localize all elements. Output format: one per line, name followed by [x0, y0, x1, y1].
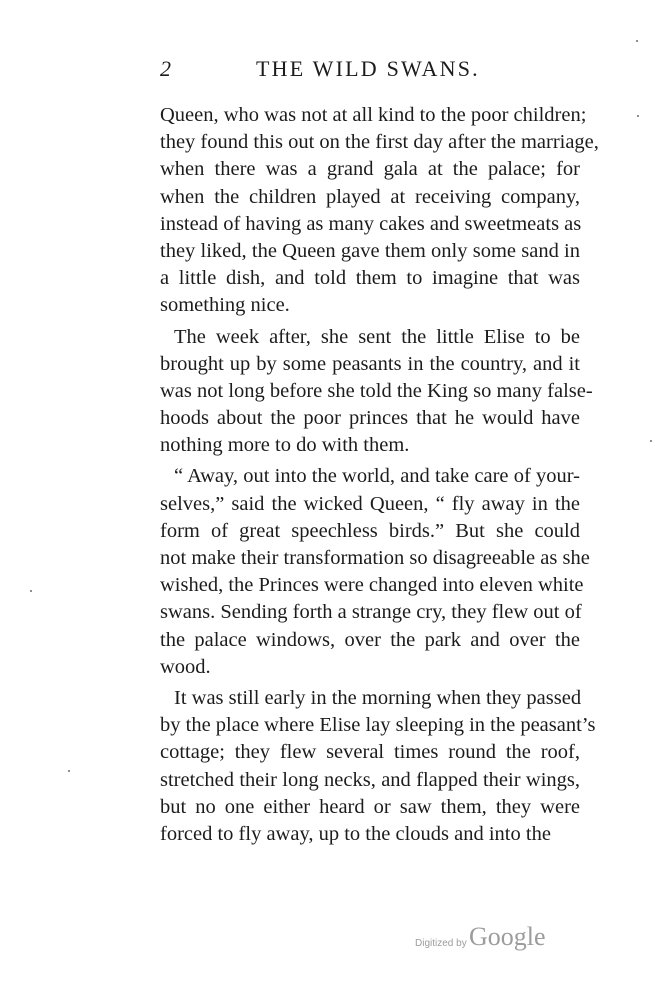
text-line: but no one either heard or saw them, they were: [160, 795, 580, 818]
text-line: cottage; they flew several times round the roof,: [160, 741, 580, 764]
digitized-by-google-watermark: [415, 922, 565, 956]
paragraph: [160, 463, 590, 681]
text-line: not make their transformation so disagreeable as she: [160, 547, 590, 569]
text-line: by the place where Elise lay sleeping in the peasant’s: [160, 714, 596, 737]
running-title: THE WILD SWANS.: [256, 56, 480, 81]
text-line: form of great speechless birds.” But she could: [160, 519, 580, 542]
scan-speck: [636, 40, 638, 42]
paragraph: [160, 102, 599, 320]
paragraph: [160, 324, 593, 460]
scan-speck: [30, 590, 32, 592]
text-line: something nice.: [160, 294, 290, 317]
text-line: wood.: [160, 655, 211, 678]
scan-speck: [68, 770, 70, 772]
text-line: Queen, who was not at all kind to the poor children;: [160, 104, 587, 126]
page-header: [160, 56, 580, 86]
text-line: stretched their long necks, and flapped their wings,: [160, 768, 580, 791]
page-number: 2: [160, 56, 171, 81]
text-line: “ Away, out into the world, and take care of your-: [174, 465, 580, 488]
text-line: they liked, the Queen gave them only some sand in: [160, 239, 580, 262]
body-text: [160, 102, 599, 852]
text-line: the palace windows, over the park and over the: [160, 628, 580, 651]
text-line: instead of having as many cakes and sweetmeats as: [160, 212, 582, 235]
text-line: selves,” said the wicked Queen, “ fly away in the: [160, 492, 580, 515]
text-line: The week after, she sent the little Elise to be: [174, 325, 580, 348]
text-line: wished, the Princes were changed into eleven white: [160, 574, 584, 597]
text-line: forced to fly away, up to the clouds and into the: [160, 822, 551, 845]
google-logo: Google: [469, 922, 546, 951]
scan-speck: [637, 115, 639, 117]
text-line: hoods about the poor princes that he would have: [160, 407, 580, 430]
paragraph: [160, 685, 596, 848]
text-line: they found this out on the first day after the marriage,: [160, 131, 599, 154]
scan-speck: [650, 440, 652, 442]
text-line: was not long before she told the King so many false-: [160, 379, 593, 402]
digitized-label: Digitized by: [415, 938, 467, 949]
text-line: a little dish, and told them to imagine that was: [160, 267, 580, 290]
text-line: brought up by some peasants in the country, and it: [160, 352, 580, 375]
text-line: when the children played at receiving company,: [160, 185, 580, 208]
text-line: when there was a grand gala at the palace; for: [160, 158, 580, 181]
text-line: It was still early in the morning when they passed: [174, 686, 582, 709]
text-line: swans. Sending forth a strange cry, they flew out of: [160, 601, 582, 624]
text-line: nothing more to do with them.: [160, 434, 410, 457]
